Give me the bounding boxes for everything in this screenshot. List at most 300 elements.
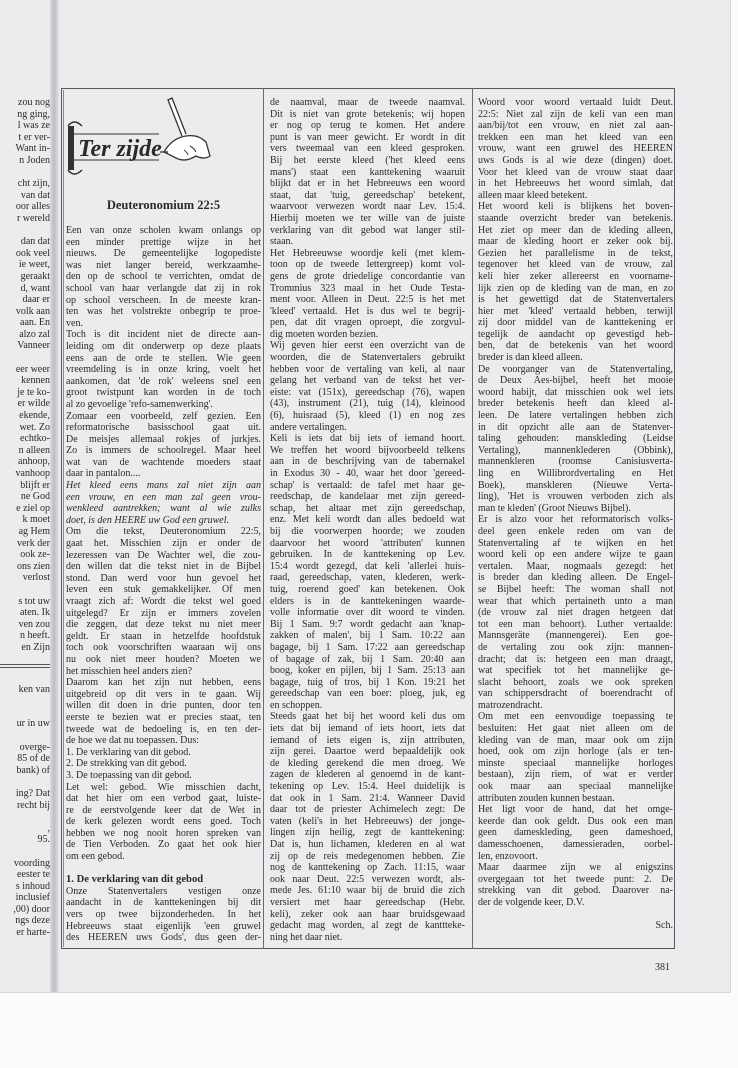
- fragment-line: d, want: [20, 282, 50, 294]
- fragment-line: t er ver-: [18, 131, 50, 143]
- text-line: zakken of malen', bij 1 Sam. 10:22 aan: [270, 630, 465, 642]
- fragment-line: Want in-: [15, 143, 50, 155]
- page-number: 381: [655, 962, 670, 973]
- fragment-line: ken van: [18, 683, 50, 695]
- text-line: mede Jes. 61:10 waar bij de bruid die zich: [270, 885, 465, 897]
- text-line: staat, dat 'tuig, gereedschap' betekent,: [270, 189, 465, 201]
- text-line: bagage, bij 1 Sam. 17:22 aan gereedschap: [270, 641, 465, 653]
- text-line: Hebreeuws staat eigenlijk 'een gruwel: [66, 920, 261, 932]
- text-line: Mannsgeräte (mannengerei). Een goe-: [478, 630, 673, 642]
- text-line: of bagage of zak, bij 1 Sam. 20:40 aan: [270, 653, 465, 665]
- text-line: verklaring van dit gebod wat langer stil-: [270, 224, 465, 236]
- text-line: Statenvertaling af te wijken en het: [478, 537, 673, 549]
- text-line: matrozendracht.: [478, 699, 543, 711]
- text-line: Steeds gaat het bij het woord keli dus om: [270, 711, 465, 723]
- text-line: bestaan), zijn riem, of wat er verder: [478, 769, 673, 781]
- paragraph: [270, 248, 465, 341]
- text-line: zijn gerei. Daartoe werd bepaaldelijk ook: [270, 746, 465, 758]
- article-column-3: [478, 97, 673, 932]
- paragraph: [478, 97, 673, 201]
- text-line: len, enzovoort.: [478, 850, 538, 862]
- fragment-line: ,00) door: [13, 903, 50, 915]
- text-line: Wij geven hier eerst een overzicht van de: [270, 340, 465, 352]
- text-line: Het kleed eens mans zal niet zijn aan: [66, 480, 261, 492]
- fragment-line: ekende,: [19, 410, 50, 422]
- text-line: hier met 'kleed' vertaald hebben, terwijl: [478, 305, 673, 317]
- text-line: Onze Statenvertalers vestigen onze: [66, 885, 261, 897]
- text-line: De voorganger van de Statenvertaling,: [478, 363, 673, 375]
- text-line: er nog op terug te komen. Het andere: [270, 120, 465, 132]
- fragment-line: ing? Dat: [15, 787, 50, 799]
- text-line: ven.: [66, 317, 83, 329]
- text-line: het misschien heel anders zien?: [66, 665, 193, 677]
- text-line: Boek), manskleren (Nieuwe Verta-: [478, 479, 673, 491]
- text-line: Trommius 323 maal in het Oude Testa-: [270, 282, 465, 294]
- text-line: hoed, ook om zijn horloge (als er ten-: [478, 746, 673, 758]
- text-line: Voor het kleed van de vrouw staat daar: [478, 166, 673, 178]
- text-line: vreemdeling is in onze kring, voelt het: [66, 364, 261, 376]
- fragment-line: [0, 167, 50, 179]
- fragment-line: cht zijn,: [17, 178, 50, 190]
- text-line: dracht; dat is: hetgeen een man draagt,: [478, 653, 673, 665]
- text-line: wenkleed aantrekken; want al wie zulks: [66, 503, 261, 515]
- text-line: hebben we nog nooit horen spreken van: [66, 827, 261, 839]
- previous-page-fragment-bottom: [0, 672, 50, 939]
- text-line: re de eerstvolgende keer dat de Wet in: [66, 804, 261, 816]
- text-line: de Tien Verboden. Zo gaat het ook hier: [66, 839, 261, 851]
- svg-text:Ter zijde: Ter zijde: [78, 136, 162, 162]
- fragment-line: aan. En: [20, 317, 50, 329]
- text-line: uws Gods is al wie deze (dingen) doet.: [478, 154, 673, 166]
- text-line: wat van de wachtende moeders staat: [66, 456, 261, 468]
- fragment-line: r wereld: [16, 212, 50, 224]
- paragraph: [478, 804, 673, 862]
- paragraph: [66, 411, 261, 481]
- text-line: attributen zouden kunnen bestaan.: [478, 792, 615, 804]
- text-line: ning het daar niet.: [270, 931, 343, 943]
- text-line: besluiten: Het gaat niet alleen om de: [478, 723, 673, 735]
- text-line: ook maar aan speciaal mannelijke: [478, 781, 673, 793]
- text-line: in dit opzicht alle aan de Statenver-: [478, 421, 673, 433]
- fragment-line: s inhoud: [15, 880, 50, 892]
- text-line: aan in de beschrijving van de tabernakel: [270, 456, 465, 468]
- fragment-line: [0, 695, 50, 707]
- text-line: Dat is, hun lichamen, klederen en al wat: [270, 839, 465, 850]
- text-line: Maar daarmee zijn we al enigszins: [478, 862, 673, 874]
- paragraph: [66, 886, 261, 944]
- paragraph: [66, 526, 261, 677]
- text-line: maar de kleding hoort er zeker ook bij.: [478, 236, 673, 248]
- fragment-line: verlost: [22, 572, 50, 584]
- text-line: strekking van dit gebod. Daarover na-: [478, 885, 673, 897]
- paragraph: [66, 329, 261, 410]
- fragment-line: blijft er: [20, 479, 50, 491]
- fragment-line: ook veel: [15, 247, 50, 259]
- paragraph: [478, 364, 673, 515]
- fragment-line: zou nog: [18, 97, 50, 108]
- text-line: 3. De toepassing van dit gebod.: [66, 769, 192, 781]
- fragment-line: ne God: [20, 491, 50, 503]
- paragraph: [478, 514, 673, 711]
- text-line: de vertaling zou ook zijn: mannen-: [478, 641, 673, 653]
- text-line: breder betekenis heeft dan kleed al-: [478, 398, 673, 410]
- text-line: woord habijt, dat misschien ook wel iets: [478, 386, 673, 398]
- text-line: deel geen enkele reden om van de: [478, 525, 673, 537]
- text-line: leven een stuk gemakkelijker. Of men: [66, 584, 261, 596]
- fragment-line: ng ging,: [17, 108, 50, 120]
- text-line: minste speciaal mannelijke horloges: [478, 757, 673, 769]
- text-line: (6), huisraad (5), kleed (1) en nog zes: [270, 410, 465, 422]
- text-line: Vertaling), mannenklederen (Obbink),: [478, 444, 673, 456]
- text-line: op school verscheen. In de meeste kran-: [66, 294, 261, 306]
- text-line: gens de grote driedelige concordantie van: [270, 270, 465, 282]
- text-line: school van haar verlangde dat zij in rok: [66, 282, 261, 294]
- text-line: keerde dan ook geldt. Dus ook een man: [478, 815, 673, 827]
- fragment-line: 85 of de: [17, 753, 50, 765]
- text-line: tuig, roerend goed' kan betekenen. Ook: [270, 583, 465, 595]
- text-line: schap' is vertaald: de tafel met haar ge-: [270, 479, 465, 491]
- fragment-line: inclusief: [15, 892, 50, 904]
- text-line: bagage, tuig of tros, bij 1 Kon. 19:21 het: [270, 676, 465, 688]
- text-line: des HEEREN uws Gods', dus geen der-: [66, 932, 261, 944]
- text-line: zagen de klederen al genoemd in de kant-: [270, 769, 465, 781]
- text-line: is breder dan kleding alleen. De Engel-: [478, 572, 673, 584]
- text-line: in Exodus 30 - 40, waar het door 'gereed-: [270, 468, 465, 479]
- text-line: stond. Dan werd voor hun gevoel het: [66, 572, 261, 584]
- text-line: eens aan de orde te stellen. Wie geen: [66, 352, 261, 364]
- text-line: aankomen, dat 'de rok' weleens snel een: [66, 375, 261, 387]
- text-line: toon op de tweede lettergreep) komt vol-: [270, 259, 465, 271]
- fragment-line: daar er: [22, 294, 50, 306]
- text-line: wat specifiek tot het mannelijke ge-: [478, 665, 673, 677]
- fragment-line: [0, 707, 50, 719]
- fragment-line: ,: [47, 822, 50, 834]
- text-line: geldt. Er staan in hetzelfde hoofdstuk: [66, 630, 261, 642]
- text-line: tegenover het kleed van de vrouw, zal: [478, 259, 673, 271]
- text-line: mans') staat een kanttekening waaruit: [270, 166, 465, 178]
- text-line: gereedschap van een boer: ploeg, juk, eg: [270, 688, 465, 700]
- text-line: doet, is den HEERE uw God een gruwel.: [66, 514, 230, 526]
- text-line: vers tweemaal van een kleed gesproken.: [270, 143, 465, 155]
- text-line: aandacht in de kanttekeningen bij dit: [66, 897, 261, 909]
- fragment-line: [0, 730, 50, 742]
- text-line: [66, 863, 261, 875]
- article-title: Deuteronomium 22:5: [106, 198, 221, 212]
- text-line: eerste te bezien wat er precies staat, ten: [66, 711, 261, 723]
- fragment-line: ag Hem: [18, 525, 50, 537]
- text-line: iemand of iets eigen is, zijn attributen,: [270, 734, 465, 746]
- text-line: uitgebreid op dit vers in te gaan. Wij: [66, 688, 261, 700]
- text-line: leen. De latere vertalingen hebben zich: [478, 410, 673, 422]
- text-line: ment voor. Alleen in Deut. 22:5 is het met: [270, 294, 465, 306]
- fragment-line: [0, 584, 50, 596]
- text-line: de naamval, maar de tweede naamval.: [270, 97, 465, 108]
- fragment-line: er harte-: [16, 927, 50, 939]
- column-divider: [263, 88, 264, 949]
- text-line: groot twistpunt kan worden in de toch: [66, 387, 261, 399]
- text-line: andere vertalingen.: [270, 421, 347, 433]
- text-line: nog de kanttekening op Zach. 11:15, waar: [270, 862, 465, 874]
- article-column-1: [66, 225, 261, 944]
- fragment-line: van dat: [20, 189, 50, 201]
- text-line: blijkt dat er in het Hebreeuws een woord: [270, 178, 465, 190]
- text-line: vertalen. Maar, nogmaals gezegd: het: [478, 560, 673, 572]
- text-line: aan/bij/tot een vrouw, en niet zal aan-: [478, 120, 673, 132]
- text-line: gedacht mag worden, al zegt de kanttteke-: [270, 920, 465, 932]
- fragment-line: n Joden: [19, 154, 50, 166]
- fragment-line: wet. Zo: [19, 421, 50, 433]
- text-line: Er is alzo voor het reformatorisch volks-: [478, 514, 673, 526]
- fragment-line: e ziel op: [16, 502, 50, 514]
- text-line: ook naar Deut. 22:5 verwezen wordt, als-: [270, 873, 465, 885]
- text-line: slacht behoort, zoals we ook spreken: [478, 676, 673, 688]
- paragraph: [66, 480, 261, 526]
- paragraph: [478, 201, 673, 363]
- fragment-line: je te ko-: [17, 386, 50, 398]
- text-line: boog, koker en pijlen, bij 1 Sam. 25:13 aan: [270, 665, 465, 677]
- previous-page-fragment: [0, 97, 50, 654]
- text-line: toch ook voorschriften waaraan wij ons: [66, 642, 261, 654]
- fragment-line: s tot uw: [18, 595, 50, 607]
- fragment-line: [0, 672, 50, 684]
- fragment-line: bank) of: [16, 764, 50, 776]
- text-line: geen dameskleding, geen dameshoed,: [478, 827, 673, 839]
- paragraph: [66, 225, 261, 329]
- text-line: Let wel: gebod. Wie misschien dacht,: [66, 781, 261, 793]
- text-line: lijk zien op de kleding van de man, en zo: [478, 282, 673, 294]
- text-line: keli), zeker ook aan haar bruidsgewaad: [270, 908, 465, 920]
- text-line: punt is van meer gewicht. Er wordt in dit: [270, 131, 465, 143]
- text-line: nieuws. De gemeentelijke logopediste: [66, 248, 261, 260]
- text-line: Sch.: [655, 920, 673, 932]
- text-line: enz. Met keli wordt dan alles bedoeld wat: [270, 514, 465, 526]
- paragraph: [478, 862, 673, 908]
- paragraph: [66, 770, 261, 782]
- text-line: 15:4 wordt gezegd, dat keli 'allerlei huis-: [270, 560, 465, 572]
- paragraph: [66, 863, 261, 875]
- fragment-line: geraakt: [20, 270, 50, 282]
- text-line: nu ook niet meer houden? Moeten we: [66, 653, 261, 665]
- fragment-line: eer weer: [15, 363, 50, 375]
- text-line: mannenkleren (roomse Canisiusverta-: [478, 456, 673, 468]
- text-line: der de volgende keer, D.V.: [478, 896, 585, 908]
- text-line: reedschap, de kandelaar met zijn gereed-: [270, 491, 465, 503]
- fragment-line: [0, 352, 50, 364]
- ter-zijde-logo: [64, 94, 214, 184]
- text-line: Dit is niet van grote betekenis; wij hopen: [270, 108, 465, 120]
- text-line: breder is dan kleed alleen.: [478, 352, 583, 364]
- text-line: pen, dat dit vragen oproept, die zorgvul-: [270, 317, 465, 329]
- fragment-line: Vanneer: [17, 340, 50, 352]
- text-line: [478, 909, 673, 921]
- fragment-line: alzo zal: [19, 328, 50, 340]
- text-line: reformatorische basisschool gaat uit.: [66, 422, 261, 434]
- text-line: vrouw, want een gruwel des HEEREN: [478, 143, 673, 155]
- fragment-line: n alleen: [18, 444, 50, 456]
- article-column-2: [270, 97, 465, 943]
- fragment-line: kennen: [21, 375, 50, 387]
- text-line: damesschoenen, damessieraden, oorbel-: [478, 839, 673, 850]
- text-line: gaat het. Misschien zijn er onder de: [66, 538, 261, 550]
- text-line: woord keli op een andere wijze te gaan: [478, 549, 673, 561]
- paragraph: [270, 711, 465, 943]
- fragment-line: k moet: [22, 514, 50, 526]
- text-line: waarvoor verwezen wordt naar Lev. 15:4.: [270, 201, 465, 213]
- text-line: Gezien het parallelisme in de tekst,: [478, 247, 673, 259]
- text-line: lezeressen van De Wachter wel, die zou-: [66, 549, 261, 561]
- text-line: Het ziet op meer dan de kleding alleen,: [478, 224, 673, 236]
- text-line: se Bijbel heeft: The woman shall not: [478, 583, 673, 595]
- paragraph: [66, 677, 261, 747]
- text-line: volle informatie over dit woord te vinden.: [270, 607, 465, 619]
- text-line: Woord voor woord vertaald luidt Deut.: [478, 97, 673, 108]
- fragment-line: overge-: [19, 741, 50, 753]
- fragment-line: ven zou: [18, 618, 50, 630]
- text-line: gelang het verband van de tekst het ver-: [270, 375, 465, 387]
- paragraph: [270, 433, 465, 711]
- text-line: raad, gereedschap, vaten, klederen, werk-: [270, 572, 465, 584]
- text-line: 'kleed' vertaald. Het is dus wel te begrij-: [270, 305, 465, 317]
- fragment-line: anhoop,: [18, 456, 50, 468]
- paragraph: [66, 782, 261, 863]
- fragment-line: ook ze-: [20, 549, 50, 561]
- text-line: in het Hebreeuws het woord simlah, dat: [478, 178, 673, 190]
- paragraph: [270, 97, 465, 248]
- text-line: tweede wat de bedoeling is, en ten der-: [66, 723, 261, 735]
- text-line: Om met een eenvoudige toepassing te: [478, 711, 673, 723]
- text-line: alleen maar kleed betekent.: [478, 189, 588, 201]
- text-line: Het Hebreeuwse woordje keli (met klem-: [270, 247, 465, 259]
- text-line: (de vrouw zal niet dragen hetgeen dat: [478, 607, 673, 619]
- fragment-line: [0, 846, 50, 858]
- text-line: hebben voor de vertaling van keli, al naar: [270, 363, 465, 375]
- text-line: al zo gevoelige 'refo-samenwerking'.: [66, 398, 213, 410]
- text-line: ling), 'Het is vrouwen verboden zich als: [478, 491, 673, 503]
- text-line: gebruiken. In de kanttekening op Lev.: [270, 549, 465, 561]
- paragraph: [478, 711, 673, 804]
- fragment-line: ons zien: [16, 560, 50, 572]
- fragment-line: n heeft.: [20, 630, 50, 642]
- text-line: kleding van de man, maar ook om zijn: [478, 734, 673, 746]
- fragment-line: er wilde: [17, 398, 50, 410]
- fragment-line: aten. Ik: [20, 607, 50, 619]
- text-line: om een gebod.: [66, 851, 125, 863]
- text-line: een minder prettige wijze in het: [66, 236, 261, 248]
- fragment-line: ngs deze: [15, 915, 50, 927]
- fragment-line: verk der: [16, 537, 50, 549]
- text-line: bij die voorwerpen hoorde; we zouden: [270, 525, 465, 537]
- fragment-line: [0, 776, 50, 788]
- text-line: daar in pantalon....: [66, 468, 141, 480]
- fragment-line: [0, 225, 50, 237]
- text-line: 1. De verklaring van dit gebod.: [66, 746, 191, 758]
- text-line: Hierbij moeten we ter wille van de juiste: [270, 212, 465, 224]
- text-line: (43), instrument (21), tuig (14), kleinood: [270, 398, 465, 410]
- text-line: trekken een man het kleed van een: [478, 131, 673, 143]
- text-line: man te kleden' (Groot Nieuws Bijbel).: [478, 502, 631, 514]
- text-line: versiert met haar gereedschap (Hebr.: [270, 896, 465, 908]
- text-line: 1. De verklaring van dit gebod: [66, 874, 204, 886]
- text-line: de hoe we dat nu toepassen. Dus:: [66, 735, 200, 747]
- text-line: dat het hier om een verbod gaat, luiste-: [66, 793, 261, 805]
- text-line: Bij 1 Sam. 9:7 wordt gedacht aan 'knap-: [270, 618, 465, 630]
- text-line: Bij het eerste kleed ('het kleed eens: [270, 154, 465, 166]
- text-line: schap, het altaar met zijn gereedschap,: [270, 502, 465, 514]
- fragment-line: ie weet,: [18, 259, 50, 271]
- text-line: de Deux Aes-bijbel, heeft het mooie: [478, 375, 673, 387]
- fragment-line: recht bij: [16, 799, 50, 811]
- text-line: zij op de reis medegenomen hebben. Zie: [270, 850, 465, 862]
- text-line: iets dat bij iemand of iets hoort, iets dat: [270, 723, 465, 735]
- text-line: den op de school te verrichten, omdat de: [66, 271, 261, 283]
- fragment-line: l was ze: [17, 120, 50, 132]
- text-line: tekening op Lev. 15:4. Heel duidelijk is: [270, 781, 465, 793]
- text-line: de kerk gelezen wordt eens goed. Toch: [66, 816, 261, 828]
- text-line: staan.: [270, 236, 294, 248]
- text-line: We treffen het woord bijvoorbeeld telkens: [270, 444, 465, 456]
- text-line: wear that which pertaineth unto a man: [478, 595, 673, 607]
- page-gutter: [50, 0, 59, 992]
- text-line: vraagt zich af: Wordt die tekst wel goed: [66, 596, 261, 607]
- text-line: dig moeten worden bezien.: [270, 328, 379, 340]
- text-line: elders is in de kanttekeningen waarde-: [270, 595, 465, 607]
- fragment-line: volk aan: [15, 305, 50, 317]
- text-line: leiding om dit onderwerp op deze plaats: [66, 340, 261, 352]
- text-line: daarvoor het woord 'attributen' kunnen: [270, 537, 465, 549]
- text-line: taling gehouden: manskleding (Leidse: [478, 433, 673, 445]
- author-signature: [478, 920, 673, 932]
- text-line: 22:5: Niet zal zijn de keli van een man: [478, 108, 673, 120]
- fragment-line: 95.: [37, 834, 50, 846]
- fragment-line: en Zijn: [21, 641, 50, 653]
- paragraph: [66, 758, 261, 770]
- text-line: daar tot de priester Achimelech zegt: De: [270, 804, 465, 816]
- text-line: lingen zijn heilig, zegt de kanttekening:: [270, 827, 465, 839]
- text-line: Daarom kan het zijn nut hebben, eens: [66, 677, 261, 689]
- text-line: Zomaar een voorbeeld, zelf gezien. Een: [66, 410, 261, 422]
- fragment-rule: [0, 664, 50, 665]
- fragment-line: echtko-: [20, 433, 50, 445]
- text-line: eiste: vat (151x), gereedschap (76), wapen: [270, 386, 465, 398]
- text-line: vaten (keli's in het Hebreeuws) der jonge-: [270, 815, 465, 827]
- text-line: Zo is immers de schoolregel. Maar heel: [66, 445, 261, 457]
- text-line: die zeggen, dat deze tekst nu niet meer: [66, 619, 261, 631]
- text-line: vers op twee bijzonderheden. In het: [66, 909, 261, 921]
- text-line: Keli is iets dat bij iets of iemand hoort.: [270, 433, 465, 445]
- text-line: Een van onze scholen kwam onlangs op: [66, 225, 261, 236]
- text-line: Het woord keli is blijkens het boven-: [478, 201, 673, 213]
- text-line: een vrouw, en een man zal geen vrou-: [66, 491, 261, 503]
- text-line: ben, dat de betekenis van het woord: [478, 340, 673, 352]
- text-line: keli hier zeker allereerst en voorname-: [478, 270, 673, 282]
- text-line: De meisjes allemaal rokjes of jurkjes.: [66, 433, 261, 445]
- text-line: ling en Willibrordvertaling en Het: [478, 468, 673, 479]
- text-line: tegelijk de aandacht op gevestigd heb-: [478, 328, 673, 340]
- text-line: uitgelegd? Er zijn er immers zovelen: [66, 607, 261, 619]
- text-line: van schippersdracht of boerendracht of: [478, 688, 673, 700]
- text-line: Toch is dit incident niet de directe aan-: [66, 329, 261, 341]
- fragment-line: vanhoop: [15, 468, 50, 479]
- text-line: Het ligt voor de hand, dat het omge-: [478, 804, 673, 816]
- text-line: overgegaan tot het tweede punt: 2. De: [478, 873, 673, 885]
- fragment-line: voording: [13, 857, 50, 869]
- fragment-line: ur in uw: [16, 718, 50, 730]
- paragraph: [270, 340, 465, 433]
- paragraph: [66, 747, 261, 759]
- text-line: was niet langer bereid, werkzaamhe-: [66, 259, 261, 271]
- text-line: de kleding gerekend die men droeg. We: [270, 757, 465, 769]
- text-line: willen dit doen in drie punten, door ten: [66, 700, 261, 712]
